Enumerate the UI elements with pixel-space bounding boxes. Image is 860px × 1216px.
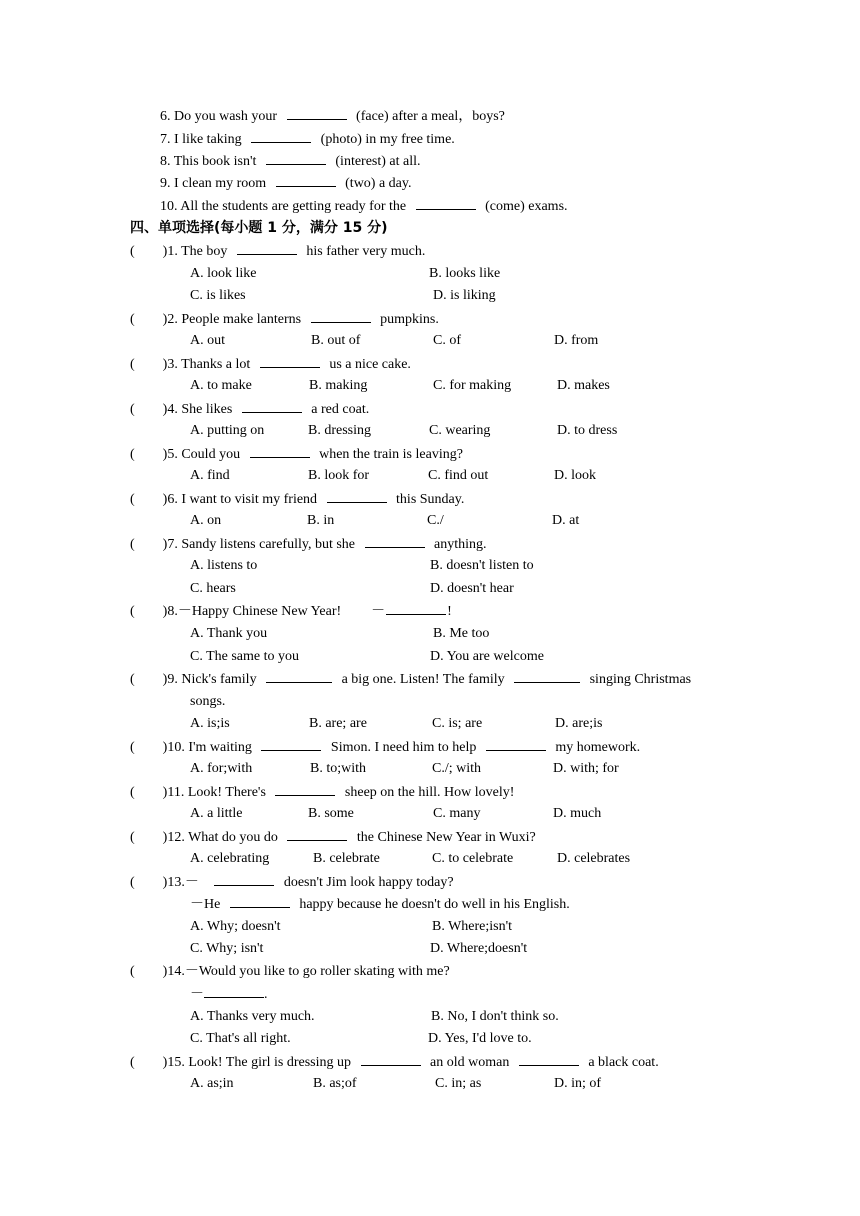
question-stem: Sandy listens carefully, but she bbox=[181, 537, 356, 552]
answer-blank bbox=[242, 399, 302, 413]
answer-paren[interactable]: ( ) bbox=[130, 357, 168, 372]
option-a[interactable]: A. out bbox=[190, 333, 225, 348]
answer-paren[interactable]: ( ) bbox=[130, 312, 168, 327]
option-c[interactable]: C./ bbox=[427, 513, 444, 528]
section-title: 四、单项选择(每小题 1 分，满分 15 分) bbox=[130, 220, 388, 236]
question-14 bbox=[130, 962, 450, 982]
option-a[interactable]: A. as;in bbox=[190, 1076, 234, 1091]
reply-start: － bbox=[190, 987, 204, 1002]
answer-paren[interactable]: ( ) bbox=[130, 785, 168, 800]
option-c[interactable]: C. wearing bbox=[429, 423, 491, 438]
question-10: ( )10. I'm waiting Simon. I need him to help my homework. bbox=[130, 737, 640, 757]
answer-blank bbox=[386, 601, 446, 615]
option-c[interactable]: C. to celebrate bbox=[432, 851, 514, 866]
question-6: ( )6. I want to visit my friend this Sunday. bbox=[130, 489, 464, 509]
answer-paren[interactable]: ( ) bbox=[130, 402, 168, 417]
answer-blank bbox=[266, 669, 332, 683]
answer-paren[interactable]: ( ) bbox=[130, 964, 168, 979]
dialogue-dash: － bbox=[371, 604, 386, 619]
option-b[interactable]: B. celebrate bbox=[313, 851, 380, 866]
option-b[interactable]: B. in bbox=[307, 513, 335, 528]
option-c[interactable]: C. Why; isn't bbox=[190, 941, 264, 956]
question-stem-end: his father very much. bbox=[306, 244, 426, 259]
option-c[interactable]: C. is likes bbox=[190, 288, 246, 303]
option-d[interactable]: D. look bbox=[554, 468, 596, 483]
option-d[interactable]: D. from bbox=[554, 333, 599, 348]
option-c[interactable]: C. That's all right. bbox=[190, 1031, 291, 1046]
answer-blank bbox=[519, 1052, 579, 1066]
question-stem: Could you bbox=[181, 447, 241, 462]
question-stem-mid: Simon. I need him to help bbox=[330, 740, 477, 755]
option-a[interactable]: A. is;is bbox=[190, 716, 230, 731]
question-stem: People make lanterns bbox=[181, 312, 302, 327]
fill-blank-prompt: 10. All the students are getting ready for the bbox=[160, 199, 407, 214]
option-b[interactable]: B. out of bbox=[311, 333, 361, 348]
question-7: ( )7. Sandy listens carefully, but she anything. bbox=[130, 534, 487, 554]
question-stem: The boy bbox=[181, 244, 228, 259]
question-stem: What do you do bbox=[188, 830, 278, 845]
question-11: ( )11. Look! There's sheep on the hill. How lovely! bbox=[130, 782, 514, 802]
question-stem-end: when the train is leaving? bbox=[319, 447, 463, 462]
fill-blank-item-9 bbox=[160, 173, 411, 193]
question-stem-mid: a big one. Listen! The family bbox=[341, 672, 505, 687]
option-d[interactable]: D. in; of bbox=[554, 1076, 602, 1091]
question-2: ( )2. People make lanterns pumpkins. bbox=[130, 309, 439, 329]
option-c[interactable]: C. The same to you bbox=[190, 649, 300, 664]
question-13-reply bbox=[190, 894, 570, 914]
answer-paren[interactable]: ( ) bbox=[130, 492, 168, 507]
question-1: ( )1. The boy his father very much. bbox=[130, 241, 425, 261]
option-b[interactable]: B. making bbox=[309, 378, 368, 393]
answer-paren[interactable]: ( ) bbox=[130, 244, 168, 259]
option-b[interactable]: B. doesn't listen to bbox=[430, 558, 534, 573]
question-9-continuation: songs. bbox=[190, 694, 226, 709]
question-5: ( )5. Could you when the train is leaving? bbox=[130, 444, 463, 464]
answer-paren[interactable]: ( ) bbox=[130, 447, 168, 462]
option-b[interactable]: B. are; are bbox=[309, 716, 367, 731]
section-heading bbox=[130, 218, 388, 238]
answer-paren[interactable]: ( ) bbox=[130, 740, 168, 755]
option-d[interactable]: D. are;is bbox=[555, 716, 603, 731]
option-d[interactable]: D. with; for bbox=[553, 761, 619, 776]
option-a[interactable]: A. celebrating bbox=[190, 851, 270, 866]
question-stem: 13.－ bbox=[167, 875, 199, 890]
answer-blank[interactable] bbox=[266, 151, 326, 165]
reply-end: . bbox=[264, 987, 268, 1002]
question-stem-end: sheep on the hill. How lovely! bbox=[344, 785, 515, 800]
option-c[interactable]: C. is; are bbox=[432, 716, 483, 731]
option-b[interactable]: B. some bbox=[308, 806, 354, 821]
answer-blank bbox=[275, 782, 335, 796]
fill-blank-item-7 bbox=[160, 129, 455, 149]
option-c[interactable]: C. for making bbox=[433, 378, 512, 393]
option-c[interactable]: C. find out bbox=[428, 468, 489, 483]
option-a[interactable]: A. for;with bbox=[190, 761, 253, 776]
option-c[interactable]: C. in; as bbox=[435, 1076, 482, 1091]
option-a[interactable]: A. listens to bbox=[190, 558, 258, 573]
option-b[interactable]: B. as;of bbox=[313, 1076, 357, 1091]
option-a[interactable]: A. a little bbox=[190, 806, 243, 821]
option-c[interactable]: C./; with bbox=[432, 761, 482, 776]
fill-blank-hint: (face) after a meal，boys? bbox=[356, 109, 505, 124]
question-stem: Nick's family bbox=[181, 672, 257, 687]
option-a[interactable]: A. on bbox=[190, 513, 222, 528]
question-stem-mid: an old woman bbox=[430, 1055, 510, 1070]
question-stem-end: ! bbox=[447, 604, 452, 619]
question-3: ( )3. Thanks a lot us a nice cake. bbox=[130, 354, 411, 374]
option-d[interactable]: D. to dress bbox=[557, 423, 618, 438]
question-stem-end: a red coat. bbox=[311, 402, 370, 417]
reply-start: －He bbox=[190, 897, 221, 912]
question-stem-end: a black coat. bbox=[588, 1055, 659, 1070]
answer-blank[interactable] bbox=[276, 173, 336, 187]
answer-blank bbox=[486, 737, 546, 751]
option-a[interactable]: A. Thanks very much. bbox=[190, 1009, 315, 1024]
question-9: ( )9. Nick's family a big one. Listen! The family singing Christmas bbox=[130, 669, 691, 689]
option-d[interactable]: D. doesn't hear bbox=[430, 581, 514, 596]
option-a[interactable]: A. Thank you bbox=[190, 626, 268, 641]
answer-blank bbox=[311, 309, 371, 323]
question-stem: 8.－Happy Chinese New Year! bbox=[167, 604, 342, 619]
option-d[interactable]: D. much bbox=[553, 806, 602, 821]
question-stem-end: pumpkins. bbox=[380, 312, 439, 327]
option-c[interactable]: C. of bbox=[433, 333, 461, 348]
option-b[interactable]: B. Where;isn't bbox=[432, 919, 513, 934]
question-15: ( )15. Look! The girl is dressing up an old woman a black coat. bbox=[130, 1052, 659, 1072]
answer-blank bbox=[514, 669, 580, 683]
answer-blank bbox=[327, 489, 387, 503]
option-d[interactable]: D. is liking bbox=[433, 288, 496, 303]
option-a[interactable]: A. find bbox=[190, 468, 230, 483]
answer-blank bbox=[261, 737, 321, 751]
option-b[interactable]: B. No, I don't think so. bbox=[431, 1009, 559, 1024]
answer-paren[interactable]: ( ) bbox=[130, 830, 168, 845]
question-stem-end: us a nice cake. bbox=[329, 357, 411, 372]
fill-blank-hint: (come) exams. bbox=[485, 199, 568, 214]
option-d[interactable]: D. at bbox=[552, 513, 580, 528]
answer-blank bbox=[250, 444, 310, 458]
option-a[interactable]: A. look like bbox=[190, 266, 257, 281]
option-d[interactable]: D. You are welcome bbox=[430, 649, 544, 664]
question-stem: Look! The girl is dressing up bbox=[188, 1055, 352, 1070]
option-d[interactable]: D. makes bbox=[557, 378, 610, 393]
question-stem: I want to visit my friend bbox=[181, 492, 318, 507]
fill-blank-hint: (photo) in my free time. bbox=[320, 132, 455, 147]
question-stem-end: doesn't Jim look happy today? bbox=[283, 875, 454, 890]
answer-paren[interactable]: ( ) bbox=[130, 875, 168, 890]
question-4: ( )4. She likes a red coat. bbox=[130, 399, 369, 419]
option-a[interactable]: A. putting on bbox=[190, 423, 265, 438]
answer-blank[interactable] bbox=[416, 196, 476, 210]
fill-blank-item-6 bbox=[160, 106, 505, 126]
option-a[interactable]: A. Why; doesn't bbox=[190, 919, 281, 934]
question-14-reply bbox=[190, 984, 268, 1004]
fill-blank-item-10 bbox=[160, 196, 568, 216]
answer-blank bbox=[237, 241, 297, 255]
option-c[interactable]: C. many bbox=[433, 806, 481, 821]
question-stem-end: anything. bbox=[434, 537, 487, 552]
question-stem-end: singing Christmas bbox=[589, 672, 692, 687]
question-stem-end: the Chinese New Year in Wuxi? bbox=[356, 830, 536, 845]
answer-blank bbox=[287, 827, 347, 841]
question-stem-end: my homework. bbox=[555, 740, 641, 755]
fill-blank-hint: (two) a day. bbox=[345, 176, 412, 191]
question-stem-end: this Sunday. bbox=[396, 492, 465, 507]
option-b[interactable]: B. to;with bbox=[310, 761, 367, 776]
fill-blank-prompt: 8. This book isn't bbox=[160, 154, 257, 169]
fill-blank-prompt: 6. Do you wash your bbox=[160, 109, 278, 124]
answer-paren[interactable]: ( ) bbox=[130, 672, 168, 687]
option-d[interactable]: D. Yes, I'd love to. bbox=[428, 1031, 532, 1046]
answer-paren[interactable]: ( ) bbox=[130, 537, 168, 552]
fill-blank-item-8 bbox=[160, 151, 421, 171]
fill-blank-prompt: 7. I like taking bbox=[160, 132, 242, 147]
answer-blank bbox=[365, 534, 425, 548]
option-c[interactable]: C. hears bbox=[190, 581, 236, 596]
fill-blank-prompt: 9. I clean my room bbox=[160, 176, 267, 191]
option-d[interactable]: D. celebrates bbox=[557, 851, 631, 866]
reply-end: happy because he doesn't do well in his English. bbox=[299, 897, 570, 912]
option-b[interactable]: B. look for bbox=[308, 468, 370, 483]
answer-blank bbox=[204, 984, 264, 998]
option-b[interactable]: B. looks like bbox=[429, 266, 501, 281]
answer-blank bbox=[361, 1052, 421, 1066]
question-stem: 14.－Would you like to go roller skating with me? bbox=[167, 964, 450, 979]
answer-blank bbox=[214, 872, 274, 886]
answer-paren[interactable]: ( ) bbox=[130, 604, 168, 619]
fill-blank-hint: (interest) at all. bbox=[335, 154, 421, 169]
option-a[interactable]: A. to make bbox=[190, 378, 252, 393]
answer-paren[interactable]: ( ) bbox=[130, 1055, 168, 1070]
question-8 bbox=[130, 601, 452, 621]
question-stem: She likes bbox=[181, 402, 233, 417]
answer-blank bbox=[230, 894, 290, 908]
answer-blank[interactable] bbox=[287, 106, 347, 120]
answer-blank bbox=[260, 354, 320, 368]
question-stem: Look! There's bbox=[187, 785, 266, 800]
answer-blank[interactable] bbox=[251, 129, 311, 143]
question-stem: Thanks a lot bbox=[181, 357, 251, 372]
question-stem: I'm waiting bbox=[188, 740, 252, 755]
question-13 bbox=[130, 872, 454, 892]
option-b[interactable]: B. dressing bbox=[308, 423, 371, 438]
option-b[interactable]: B. Me too bbox=[433, 626, 490, 641]
option-d[interactable]: D. Where;doesn't bbox=[430, 941, 528, 956]
question-12: ( )12. What do you do the Chinese New Year in Wuxi? bbox=[130, 827, 536, 847]
